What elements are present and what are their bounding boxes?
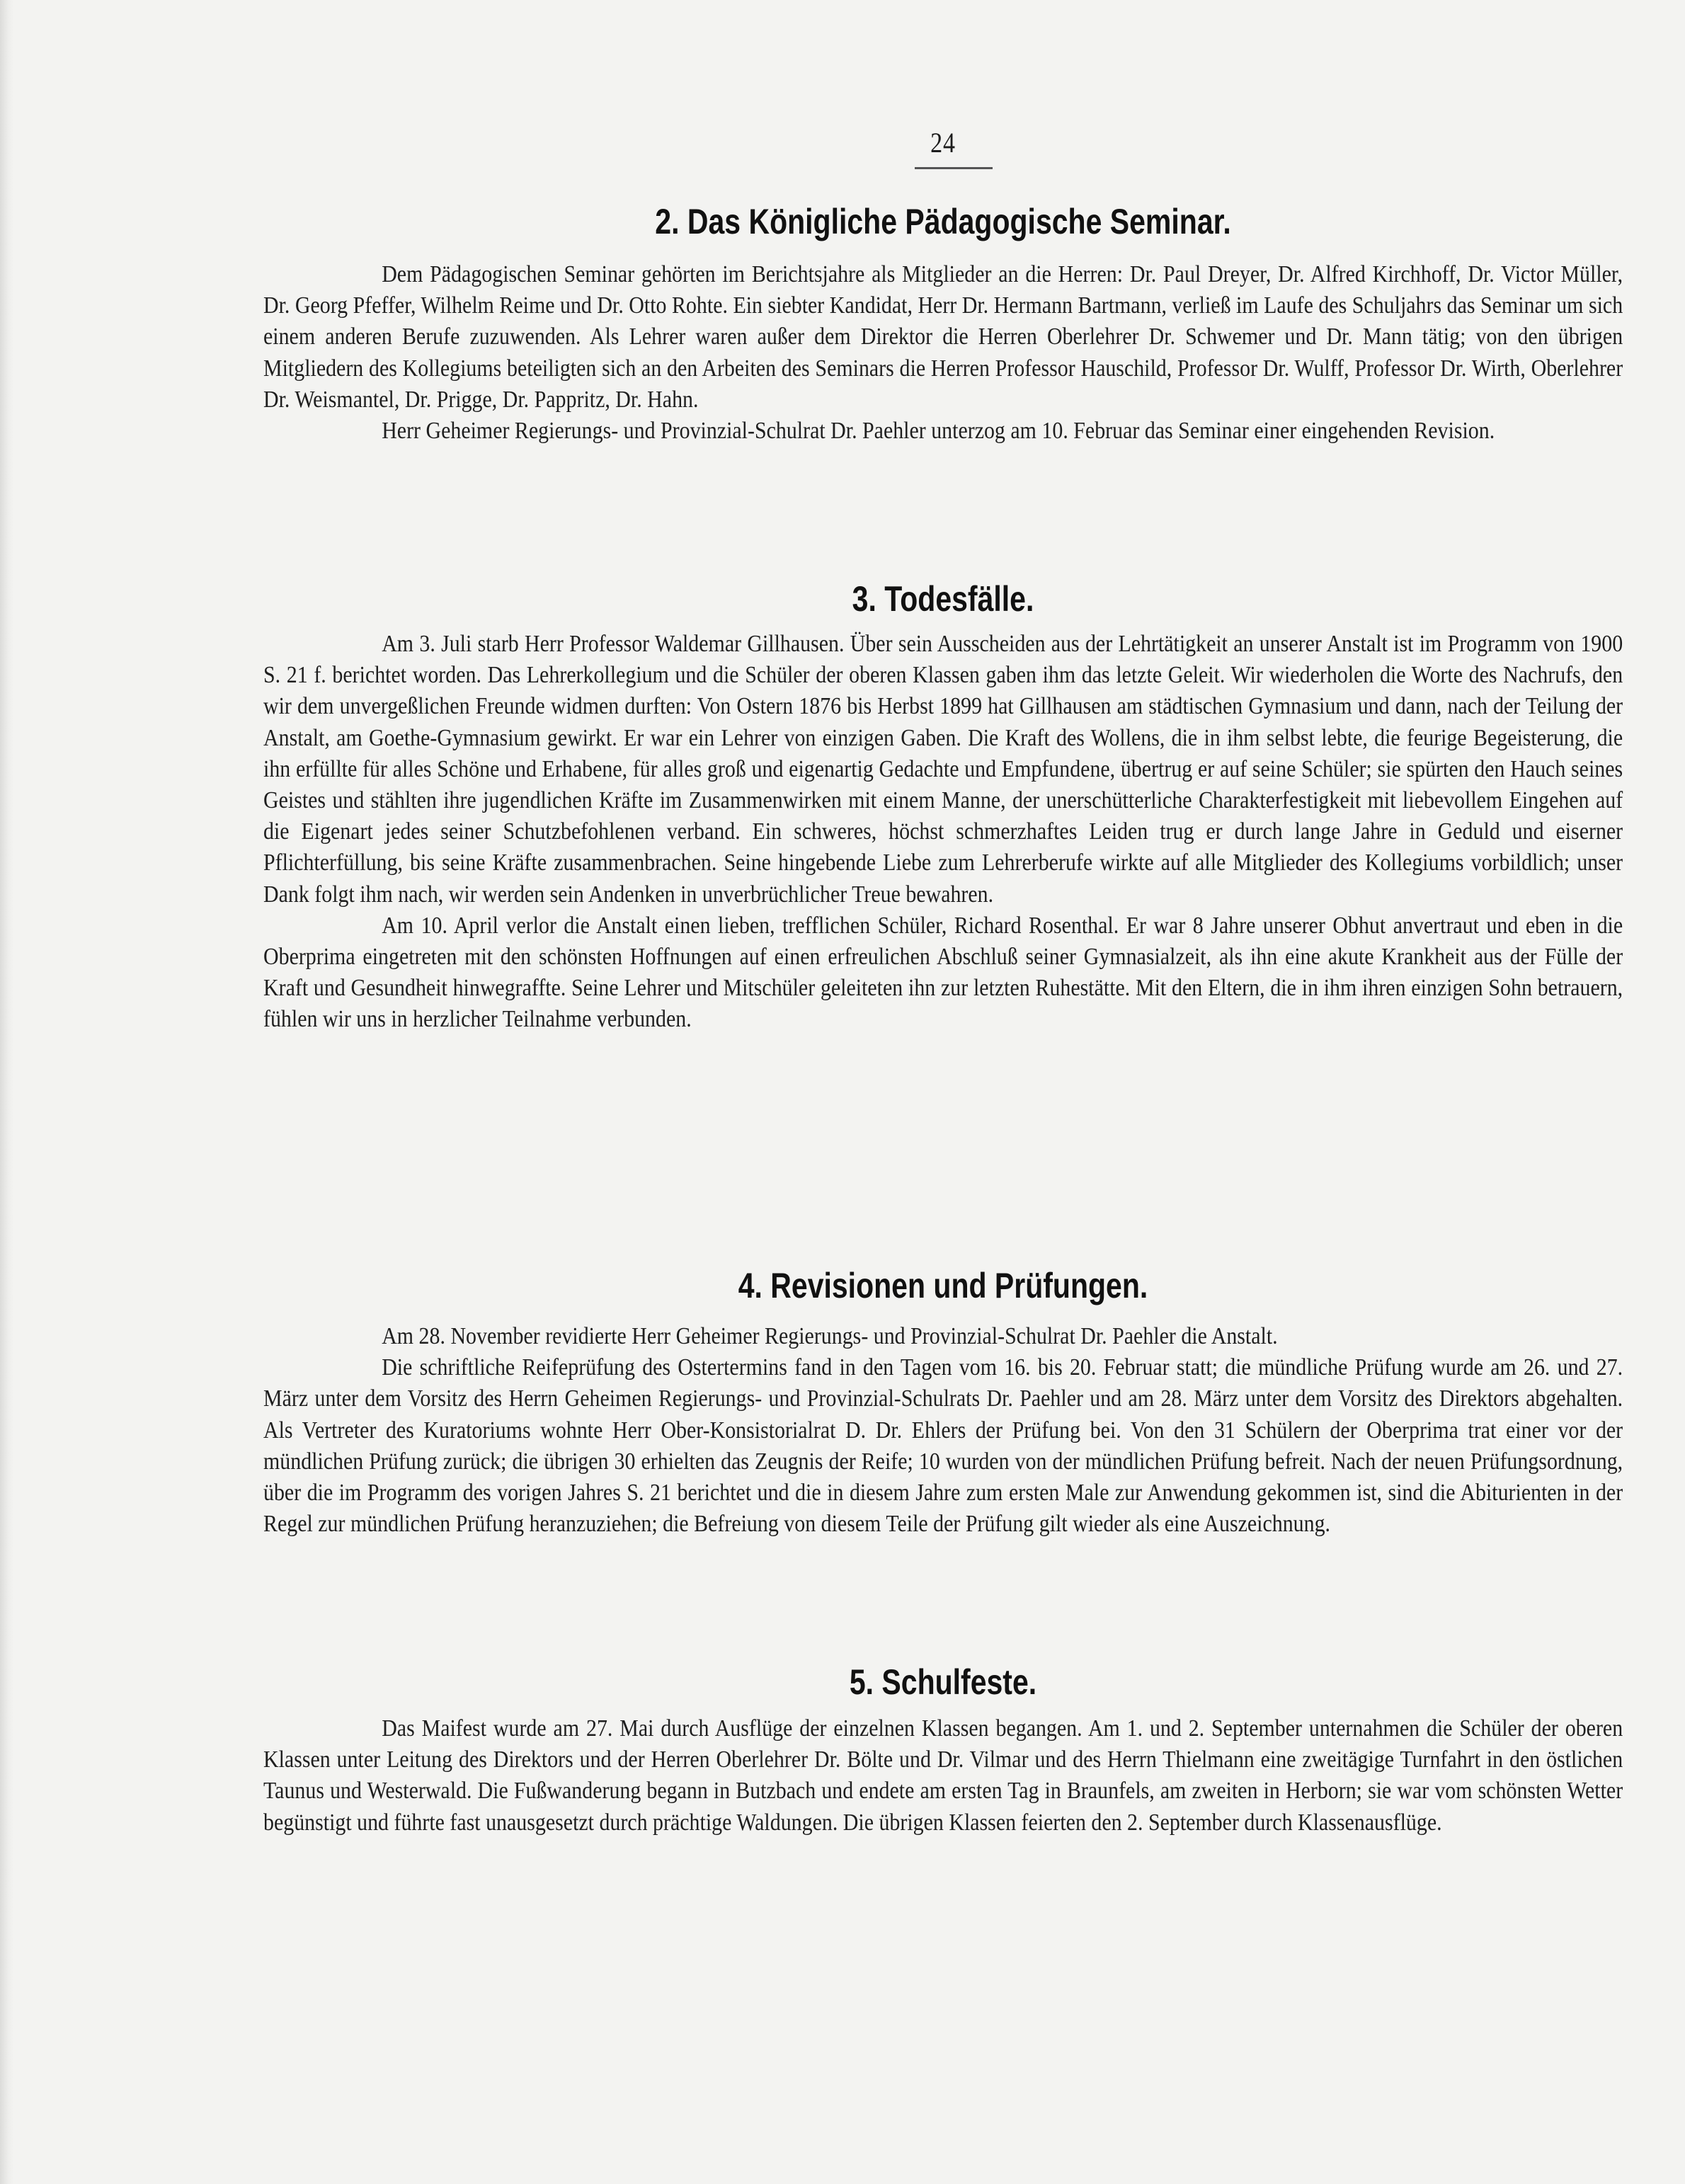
page-number: 24 — [930, 127, 956, 159]
section-body-schulfeste — [263, 1713, 1623, 1839]
section-heading-revisionen: 4. Revisionen und Prüfungen. — [738, 1266, 1148, 1305]
paragraph: Das Maifest wurde am 27. Mai durch Ausflüge der einzelnen Klassen begangen. Am 1. und 2. September unternahmen die Schüler der oberen Klassen unter Leitung des Direktors und der Herren Oberlehrer Dr. Bölte und Dr. Vilmar und des Herrn Thielmann eine zweitägige Turnfahrt in den östlichen Taunus und Westerwald. Die Fußwanderung begann in Butzbach und endete am ersten Tag in Braunfels, am zweiten in Herborn; sie war vom schönsten Wetter begünstigt und führte fast unausgesetzt durch prächtige Waldungen. Die übrigen Klassen feierten den 2. September durch Klassenausflüge. — [263, 1715, 1623, 1836]
section-body-seminar — [263, 259, 1623, 447]
section-body-revisionen — [263, 1321, 1623, 1540]
section-heading-schulfeste: 5. Schulfeste. — [849, 1662, 1037, 1702]
section-heading-todesfaelle: 3. Todesfälle. — [852, 579, 1034, 619]
paragraph: Die schriftliche Reifeprüfung des Ostertermins fand in den Tagen vom 16. bis 20. Februar statt; die mündliche Prüfung wurde am 26. und 27. März unter dem Vorsitz des Herrn Geheimen Regierungs- und Provinzial-Schulrats Dr. Paehler und am 28. März unter dem Vorsitz des Direktors abgehalten. Als Vertreter des Kuratoriums wohnte Herr Ober-Konsistorialrat D. Dr. Ehlers der Prüfung bei. Von den 31 Schülern der Oberprima trat einer vor der mündlichen Prüfung zurück; die übrigen 30 erhielten das Zeugnis der Reife; 10 wurden von der mündlichen Prüfung befreit. Nach der neuen Prüfungsordnung, über die im Programm des vorigen Jahres S. 21 berichtet und die in diesem Jahre zum ersten Male zur Anwendung gekommen ist, sind die Abiturienten in der Regel zur mündlichen Prüfung heranzuziehen; die Befreiung von diesem Teile der Prüfung gilt wieder als eine Auszeichnung. — [263, 1354, 1623, 1538]
page-number-rule — [915, 167, 993, 169]
paragraph: Am 28. November revidierte Herr Geheimer Regierungs- und Provinzial-Schulrat Dr. Paehler die Anstalt. — [382, 1323, 1278, 1349]
section-body-todesfaelle — [263, 629, 1623, 1036]
paragraph: Am 10. April verlor die Anstalt einen lieben, trefflichen Schüler, Richard Rosenthal. Er war 8 Jahre unserer Obhut anvertraut und eben in die Oberprima eingetreten mit den schönsten Hoffnungen auf einen erfreulichen Abschluß seiner Gymnasialzeit, als ihn eine akute Krankheit aus der Fülle der Kraft und Gesundheit hinwegraffte. Seine Lehrer und Mitschüler geleiteten ihn zur letzten Ruhestätte. Mit den Eltern, die in ihm ihren einzigen Sohn betrauern, fühlen wir uns in herzlicher Teilnahme verbunden. — [263, 912, 1623, 1033]
section-heading-seminar: 2. Das Königliche Pädagogische Seminar. — [655, 202, 1231, 241]
scan-page-edge — [0, 0, 14, 2184]
paragraph: Herr Geheimer Regierungs- und Provinzial-Schulrat Dr. Paehler unterzog am 10. Februar das Seminar einer eingehenden Revision. — [382, 418, 1495, 445]
paragraph: Dem Pädagogischen Seminar gehörten im Berichtsjahre als Mitglieder an die Herren: Dr. Paul Dreyer, Dr. Alfred Kirchhoff, Dr. Victor Müller, Dr. Georg Pfeffer, Wilhelm Reime und Dr. Otto Rohte. Ein siebter Kandidat, Herr Dr. Hermann Bartmann, verließ im Laufe des Schuljahrs das Seminar um sich einem anderen Berufe zuzuwenden. Als Lehrer waren außer dem Direktor die Herren Oberlehrer Dr. Schwemer und Dr. Mann tätig; von den übrigen Mitgliedern des Kollegiums beteiligten sich an den Arbeiten des Seminars die Herren Professor Hauschild, Professor Dr. Wulff, Professor Dr. Wirth, Oberlehrer Dr. Weismantel, Dr. Prigge, Dr. Pappritz, Dr. Hahn. — [263, 261, 1623, 413]
paragraph: Am 3. Juli starb Herr Professor Waldemar Gillhausen. Über sein Ausscheiden aus der Lehrtätigkeit an unserer Anstalt ist im Programm von 1900 S. 21 f. berichtet worden. Das Lehrerkollegium und die Schüler der oberen Klassen gaben ihm das letzte Geleit. Wir wiederholen die Worte des Nachrufs, den wir dem unvergeßlichen Freunde widmen durften: Von Ostern 1876 bis Herbst 1899 hat Gillhausen am städtischen Gymnasium und dann, nach der Teilung der Anstalt, am Goethe-Gymnasium gewirkt. Er war ein Lehrer von einzigen Gaben. Die Kraft des Wollens, die in ihm selbst lebte, die feurige Begeisterung, die ihn erfüllte für alles Schöne und Erhabene, für alles groß und eigenartig Gedachte und Empfundene, übertrug er auf seine Schüler; sie spürten den Hauch seines Geistes und stählten ihre jugendlichen Kräfte im Zusammenwirken mit einem Manne, der unerschütterliche Charakterfestigkeit mit liebevollem Eingehen auf die Eigenart jedes seiner Schutzbefohlenen verband. Ein schweres, höchst schmerzhaftes Leiden trug er durch lange Jahre in Geduld und eiserner Pflichterfüllung, bis seine Kräfte zusammenbrachen. Seine hingebende Liebe zum Lehrerberufe wirkte auf alle Mitglieder des Kollegiums vorbildlich; unser Dank folgt ihm nach, wir werden sein Andenken in unverbrüchlicher Treue bewahren. — [263, 631, 1623, 908]
